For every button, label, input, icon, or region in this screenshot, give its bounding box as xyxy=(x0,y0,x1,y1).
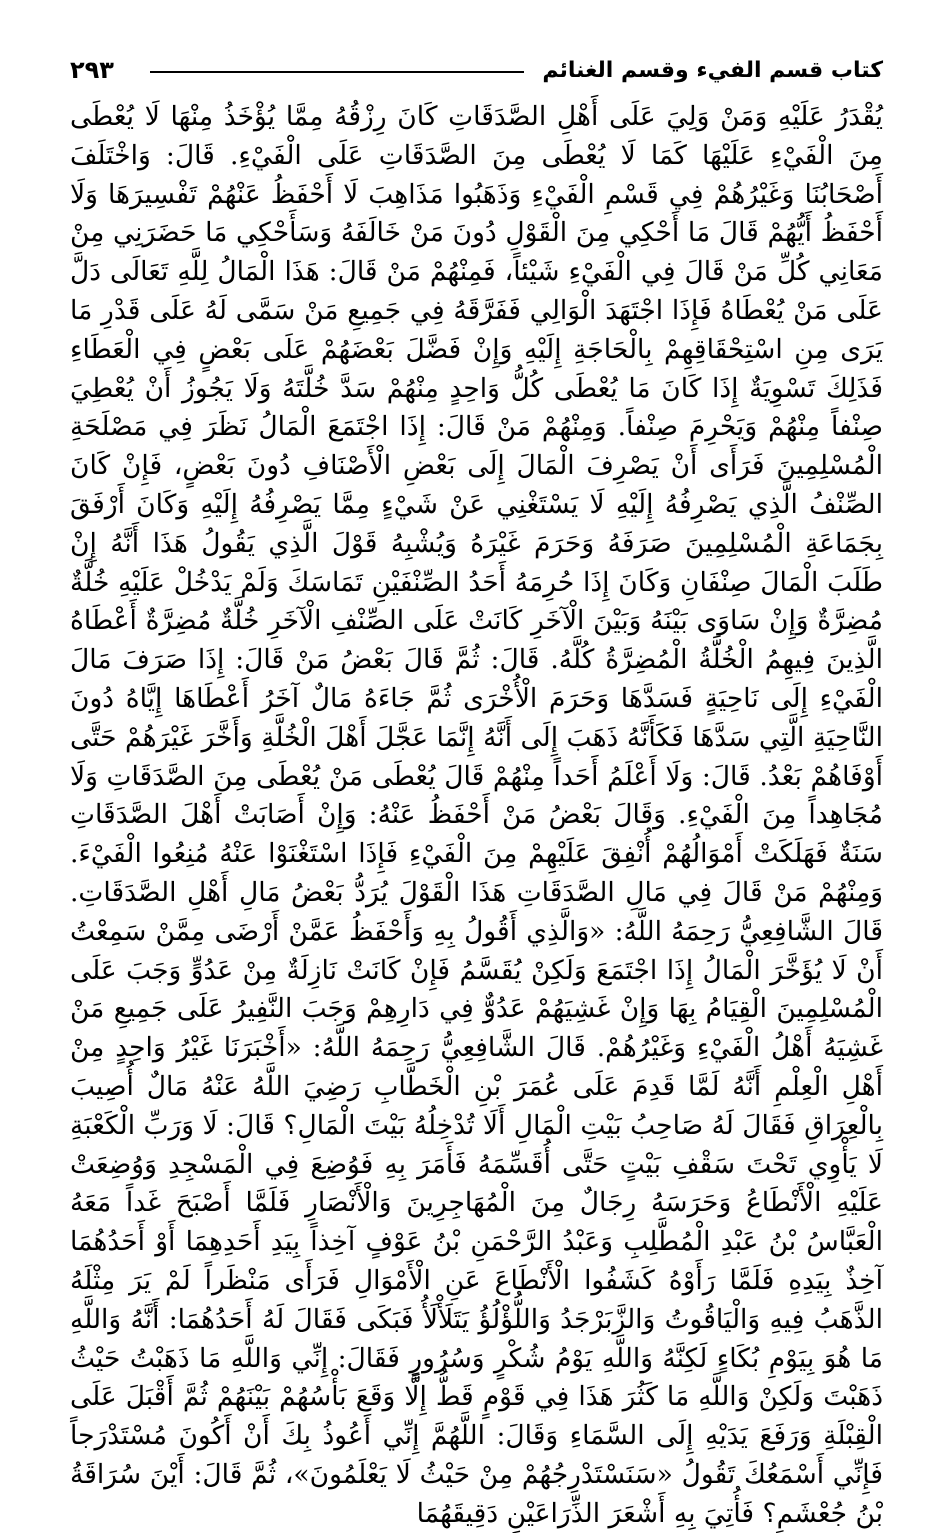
page-number: ٢٩٣ xyxy=(70,56,114,84)
paragraph: يُقْدَرُ عَلَيْهِ وَمَنْ وَلِيَ عَلَى أَهْلِ الصَّدَقَاتِ كَانَ رِزْقُهُ مِمَّا يُؤْخَذُ مِنْهَا لَا يُعْطَى مِنَ الْفَيْءِ عَلَيْهَا كَمَا لَا يُعْطَى مِنَ الصَّدَقَاتِ عَلَى الْفَيْءِ. قَالَ: وَاخْتَلَفَ أَصْحَابُنَا وَغَيْرُهُمْ فِي قَسْمِ الْفَيْءِ وَذَهَبُوا مَذَاهِبَ لَا أَحْفَظُ عَنْهُمْ تَفْسِيرَهَا وَلَا أَحْفَظُ أَيُّهُمْ قَالَ مَا أَحْكِي مِنَ الْقَوْلِ دُونَ مَنْ خَالَفَهُ وَسَأَحْكِي مَا حَضَرَنِي مِنْ مَعَانِي كُلِّ مَنْ قَالَ فِي الْفَيْءِ شَيْئاً، فَمِنْهُمْ مَنْ قَالَ: هَذَا الْمَالُ لِلَّهِ تَعَالَى دَلَّ عَلَى مَنْ يُعْطَاهُ فَإِذَا اجْتَهَدَ الْوَالِي فَفَرَّقَهُ فِي جَمِيعِ مَنْ سَمَّى لَهُ عَلَى قَدْرِ مَا يَرَى مِنِ اسْتِحْقَاقِهِمْ بِالْحَاجَةِ إِلَيْهِ وَإِنْ فَضَّلَ بَعْضَهُمْ عَلَى بَعْضٍ فِي الْعَطَاءِ فَذَلِكَ تَسْوِيَةٌ إِذَا كَانَ مَا يُعْطَى كُلُّ وَاحِدٍ مِنْهُمْ سَدَّ خُلَّتَهُ وَلَا يَجُوزُ أَنْ يُعْطِيَ صِنْفاً مِنْهُمْ وَيَحْرِمَ صِنْفاً. وَمِنْهُمْ مَنْ قَالَ: إِذَا اجْتَمَعَ الْمَالُ نَظَرَ فِي مَصْلَحَةِ الْمُسْلِمِينَ فَرَأَى أَنْ يَصْرِفَ الْمَالَ إِلَى بَعْضِ الْأَصْنَافِ دُونَ بَعْضٍ، فَإِنْ كَانَ الصِّنْفُ الَّذِي يَصْرِفُهُ إِلَيْهِ لَا يَسْتَغْنِي عَنْ شَيْءٍ مِمَّا يَصْرِفُهُ إِلَيْهِ وَكَانَ أَرْفَقَ بِجَمَاعَةِ الْمُسْلِمِينَ صَرَفَهُ وَحَرَمَ غَيْرَهُ وَيُشْبِهُ قَوْلَ الَّذِي يَقُولُ هَذَا أَنَّهُ إِنْ طَلَبَ الْمَالَ صِنْفَانِ وَكَانَ إِذَا حُرِمَهُ أَحَدُ الصِّنْفَيْنِ تَمَاسَكَ وَلَمْ يَدْخُلْ عَلَيْهِ خُلَّةٌ مُضِرَّةٌ وَإِنْ سَاوَى بَيْنَهُ وَبَيْنَ الْآخَرِ كَانَتْ عَلَى الصِّنْفِ الْآخَرِ خُلَّةٌ مُضِرَّةٌ أَعْطَاهُ الَّذِينَ فِيهِمُ الْخُلَّةُ الْمُضِرَّةُ كُلَّهُ. قَالَ: ثُمَّ قَالَ بَعْضُ مَنْ قَالَ: إِذَا صَرَفَ مَالَ الْفَيْءِ إِلَى نَاحِيَةٍ فَسَدَّهَا وَحَرَمَ الْأُخْرَى ثُمَّ جَاءَهُ مَالٌ آخَرُ أَعْطَاهَا إِيَّاهُ دُونَ النَّاحِيَةِ الَّتِي سَدَّهَا فَكَأَنَّهُ ذَهَبَ إِلَى أَنَّهُ إِنَّمَا عَجَّلَ أَهْلَ الْخُلَّةِ وَأَخَّرَ غَيْرَهُمْ حَتَّى أَوْفَاهُمْ بَعْدُ. قَالَ: وَلَا أَعْلَمُ أَحَداً مِنْهُمْ قَالَ يُعْطَى مَنْ يُعْطَى مِنَ الصَّدَقَاتِ وَلَا مُجَاهِداً مِنَ الْفَيْءِ. وَقَالَ بَعْضُ مَنْ أَحْفَظُ عَنْهُ: وَإِنْ أَصَابَتْ أَهْلَ الصَّدَقَاتِ سَنَةٌ فَهَلَكَتْ أَمْوَالُهُمْ أُنْفِقَ عَلَيْهِمْ مِنَ الْفَيْءِ فَإِذَا اسْتَغْنَوْا عَنْهُ مُنِعُوا الْفَيْءَ. وَمِنْهُمْ مَنْ قَالَ فِي مَالِ الصَّدَقَاتِ هَذَا الْقَوْلَ يُرَدُّ بَعْضُ مَالِ أَهْلِ الصَّدَقَاتِ. قَالَ الشَّافِعِيُّ رَحِمَهُ اللَّهُ: «وَالَّذِي أَقُولُ بِهِ وَأَحْفَظُ عَمَّنْ أَرْضَى مِمَّنْ سَمِعْتُ أَنْ لَا يُؤَخَّرَ الْمَالُ إِذَا اجْتَمَعَ وَلَكِنْ يُقَسَّمُ فَإِنْ كَانَتْ نَازِلَةٌ مِنْ عَدُوٍّ وَجَبَ عَلَى الْمُسْلِمِينَ الْقِيَامُ بِهَا وَإِنْ غَشِيَهُمْ عَدُوٌّ فِي دَارِهِمْ وَجَبَ النَّفِيرُ عَلَى جَمِيعِ مَنْ غَشِيَهُ أَهْلُ الْفَيْءِ وَغَيْرُهُمْ. قَالَ الشَّافِعِيُّ رَحِمَهُ اللَّهُ: «أَخْبَرَنَا غَيْرُ وَاحِدٍ مِنْ أَهْلِ الْعِلْمِ أَنَّهُ لَمَّا قَدِمَ عَلَى عُمَرَ بْنِ الْخَطَّابِ رَضِيَ اللَّهُ عَنْهُ مَالٌ أُصِيبَ بِالْعِرَاقِ فَقَالَ لَهُ صَاحِبُ بَيْتِ الْمَالِ أَلَا تُدْخِلُهُ بَيْتَ الْمَالِ؟ قَالَ: لَا وَرَبِّ الْكَعْبَةِ لَا يَأْوِي تَحْتَ سَقْفِ بَيْتٍ حَتَّى أُقَسِّمَهُ فَأَمَرَ بِهِ فَوُضِعَ فِي الْمَسْجِدِ وَوُضِعَتْ عَلَيْهِ الْأَنْطَاعُ وَحَرَسَهُ رِجَالٌ مِنَ الْمُهَاجِرِينَ وَالْأَنْصَارِ فَلَمَّا أَصْبَحَ غَداً مَعَهُ الْعَبَّاسُ بْنُ عَبْدِ الْمُطَّلِبِ وَعَبْدُ الرَّحْمَنِ بْنُ عَوْفٍ آخِذاً بِيَدِ أَحَدِهِمَا أَوْ أَحَدُهُمَا آخِذٌ بِيَدِهِ فَلَمَّا رَأَوْهُ كَشَفُوا الْأَنْطَاعَ عَنِ الْأَمْوَالِ فَرَأَى مَنْظَراً لَمْ يَرَ مِثْلَهُ الذَّهَبُ فِيهِ وَالْيَاقُوتُ وَالزَّبَرْجَدُ وَاللُّؤْلُؤُ يَتَلَأْلَأُ فَبَكَى فَقَالَ لَهُ أَحَدُهُمَا: أَنَّهُ وَاللَّهِ مَا هُوَ بِيَوْمِ بُكَاءٍ لَكِنَّهُ وَاللَّهِ يَوْمُ شُكْرٍ وَسُرُورٍ فَقَالَ: إِنِّي وَاللَّهِ مَا ذَهَبْتُ حَيْثُ ذَهَبْتَ وَلَكِنْ وَاللَّهِ مَا كَثُرَ هَذَا فِي قَوْمٍ قَطُّ إِلَّا وَقَعَ بَأْسُهُمْ بَيْنَهُمْ ثُمَّ أَقْبَلَ عَلَى الْقِبْلَةِ وَرَفَعَ يَدَيْهِ إِلَى السَّمَاءِ وَقَالَ: اللَّهُمَّ إِنِّي أَعُوذُ بِكَ أَنْ أَكُونَ مُسْتَدْرَجاً فَإِنِّي أَسْمَعُكَ تَقُولُ «سَنَسْتَدْرِجُهُمْ مِنْ حَيْثُ لَا يَعْلَمُونَ»، ثُمَّ قَالَ: أَيْنَ سُرَاقَةُ بْنُ جُعْشَمٍ؟ فَأُتِيَ بِهِ أَشْعَرَ الذِّرَاعَيْنِ دَقِيقَهُمَا xyxy=(70,101,883,1529)
header-rule xyxy=(150,71,524,73)
body-text xyxy=(70,98,883,1533)
running-header xyxy=(70,50,883,90)
chapter-title: كتاب قسم الفيء وقسم الغنائم xyxy=(542,57,883,83)
